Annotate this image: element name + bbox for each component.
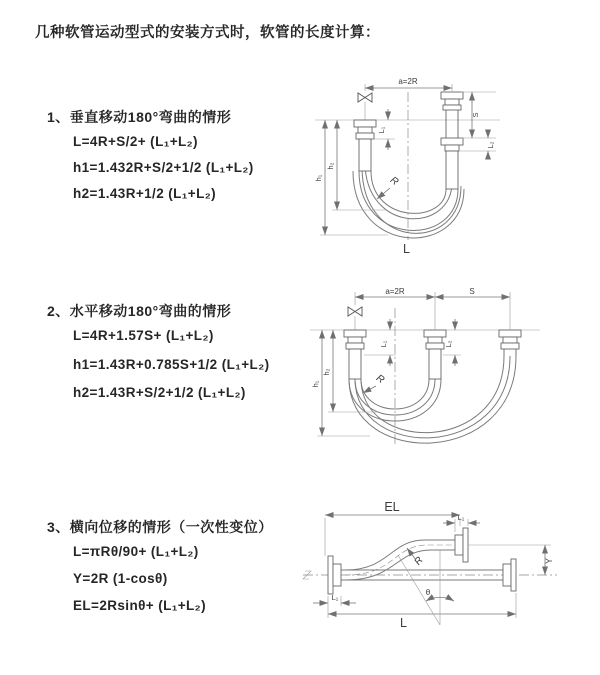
formula-2-h2: h2=1.43R+S/2+1/2 (L₁+L₂) <box>73 385 246 400</box>
formula-3-el: EL=2Rsinθ+ (L₁+L₂) <box>73 598 206 613</box>
dim-label-l2: L₂ <box>444 340 453 348</box>
diagram-vertical-180-bend <box>300 62 600 267</box>
hose-displaced-position <box>345 540 455 580</box>
dim-label-l1: L₁ <box>379 340 388 348</box>
radius-label: R <box>412 554 426 568</box>
valve-symbol <box>348 307 362 330</box>
dim-label-l1-bottom: L₁ <box>331 593 339 602</box>
formula-2-h1: h1=1.43R+0.785S+1/2 (L₁+L₂) <box>73 357 270 372</box>
diagram-lateral-displacement <box>295 498 600 653</box>
dim-label-s: S <box>469 287 475 296</box>
braided-section <box>349 349 361 379</box>
length-label: L <box>403 242 410 256</box>
braided-section <box>359 139 371 171</box>
dim-label-a2r: a=2R <box>385 287 405 296</box>
formula-1-h1: h1=1.432R+S/2+1/2 (L₁+L₂) <box>73 160 254 175</box>
radius-callout <box>363 373 386 393</box>
formula-3-y: Y=2R (1-cosθ) <box>73 571 168 586</box>
dim-label-l1-top: L₁ <box>457 513 465 522</box>
right-fitting-upper-position <box>441 92 463 138</box>
length-label: L <box>400 616 407 630</box>
right-fitting-lower-position <box>441 138 463 189</box>
braided-section <box>429 349 441 379</box>
diagram-horizontal-180-bend <box>300 278 600 473</box>
dim-label-a2r: a=2R <box>398 77 418 86</box>
radius-label: R <box>387 174 401 188</box>
section-2-heading: 2、水平移动180°弯曲的情形 <box>47 303 232 319</box>
dim-label-el: EL <box>384 500 400 514</box>
valve-symbol <box>358 93 372 120</box>
angle-label: θ <box>425 588 431 597</box>
bottom-right-flange <box>503 559 516 591</box>
middle-fitting <box>424 330 446 379</box>
right-fitting-displaced <box>499 330 521 356</box>
radius-label: R <box>373 372 387 386</box>
dim-label-l1: L₁ <box>377 126 386 134</box>
section-3-heading: 3、横向位移的情形（一次性变位） <box>47 519 273 535</box>
radius-callout <box>377 175 400 199</box>
page-title: 几种软管运动型式的安装方式时，软管的长度计算： <box>35 25 380 41</box>
left-fitting <box>354 120 376 171</box>
dim-label-l2: L₂ <box>486 141 495 149</box>
left-flange <box>328 556 341 594</box>
dim-label-y: Y <box>544 557 554 565</box>
formula-3-length: L=πRθ/90+ (L₁+L₂) <box>73 544 199 559</box>
centerlines <box>310 308 540 446</box>
dimensions <box>311 287 510 436</box>
dim-label-h1: h₁ <box>311 380 320 388</box>
dim-label-h2: h₂ <box>322 368 331 376</box>
top-right-flange <box>455 528 468 562</box>
dim-label-s: S <box>471 112 480 118</box>
formula-1-h2: h2=1.43R+1/2 (L₁+L₂) <box>73 186 217 201</box>
dim-label-h2: h₂ <box>326 162 335 170</box>
dimensions <box>314 77 496 235</box>
dimensions <box>313 500 554 630</box>
formula-2-length: L=4R+1.57S+ (L₁+L₂) <box>73 328 214 343</box>
left-fitting <box>344 330 366 379</box>
dim-label-h1: h₁ <box>314 174 323 182</box>
braided-section <box>446 151 458 189</box>
formula-1-length: L=4R+S/2+ (L₁+L₂) <box>73 134 198 149</box>
section-1-heading: 1、垂直移动180°弯曲的情形 <box>47 109 232 125</box>
